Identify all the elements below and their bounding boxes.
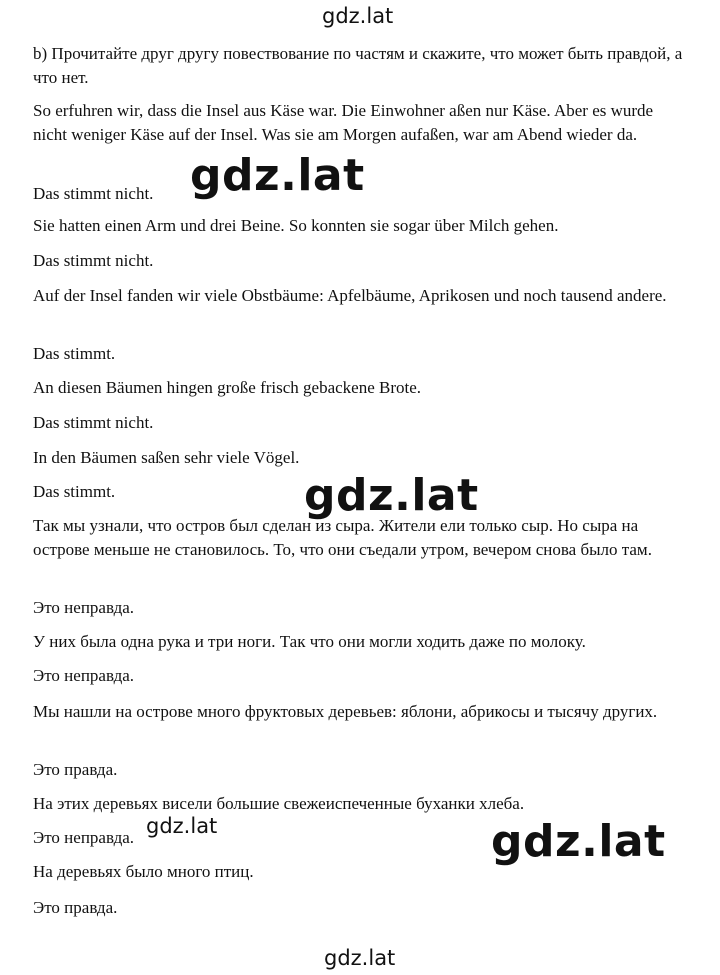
watermark-top: gdz.lat (322, 4, 394, 28)
watermark-large-lower: gdz.lat (491, 816, 666, 867)
german-answer-3: Das stimmt. (33, 344, 116, 363)
german-paragraph-4: An diesen Bäumen hingen große frisch gebackene Brote. (33, 378, 422, 397)
russian-paragraph-2: У них была одна рука и три ноги. Так что они могли ходить даже по молоку. (33, 632, 586, 651)
russian-paragraph-3: Мы нашли на острове много фруктовых деревьев: яблони, абрикосы и тысячу других. (33, 702, 658, 721)
russian-answer-1: Это неправда. (33, 598, 135, 617)
russian-answer-5: Это правда. (33, 898, 118, 917)
german-answer-1: Das stimmt nicht. (33, 184, 154, 203)
german-answer-4: Das stimmt nicht. (33, 413, 154, 432)
russian-answer-2: Это неправда. (33, 666, 135, 685)
russian-answer-4: Это неправда. (33, 828, 135, 847)
russian-answer-3: Это правда. (33, 760, 118, 779)
russian-paragraph-5: На деревьях было много птиц. (33, 862, 254, 881)
watermark-small-lower: gdz.lat (146, 814, 218, 838)
german-answer-5: Das stimmt. (33, 482, 116, 501)
watermark-large-middle: gdz.lat (304, 470, 479, 521)
watermark-large-upper: gdz.lat (190, 150, 365, 201)
german-paragraph-2: Sie hatten einen Arm und drei Beine. So konnten sie sogar über Milch gehen. (33, 216, 559, 235)
watermark-bottom: gdz.lat (324, 946, 396, 970)
german-paragraph-5: In den Bäumen saßen sehr viele Vögel. (33, 448, 300, 467)
german-paragraph-3: Auf der Insel fanden wir viele Obstbäume: Apfelbäume, Aprikosen und noch tausend andere. (33, 286, 667, 305)
russian-paragraph-1: Так мы узнали, что остров был сделан из сыра. Жители ели только сыр. Но сыра на острове меньше не становилось. То, что они съедали утром, вечером снова было там. (33, 516, 652, 559)
german-paragraph-1: So erfuhren wir, dass die Insel aus Käse war. Die Einwohner aßen nur Käse. Aber es wurde nicht weniger Käse auf der Insel. Was sie am Morgen aufaßen, war am Abend wieder da. (33, 101, 654, 144)
german-answer-2: Das stimmt nicht. (33, 251, 154, 270)
russian-paragraph-4: На этих деревьях висели большие свежеиспеченные буханки хлеба. (33, 794, 525, 813)
task-instruction: b) Прочитайте друг другу повествование по частям и скажите, что может быть правдой, а что нет. (33, 44, 683, 87)
